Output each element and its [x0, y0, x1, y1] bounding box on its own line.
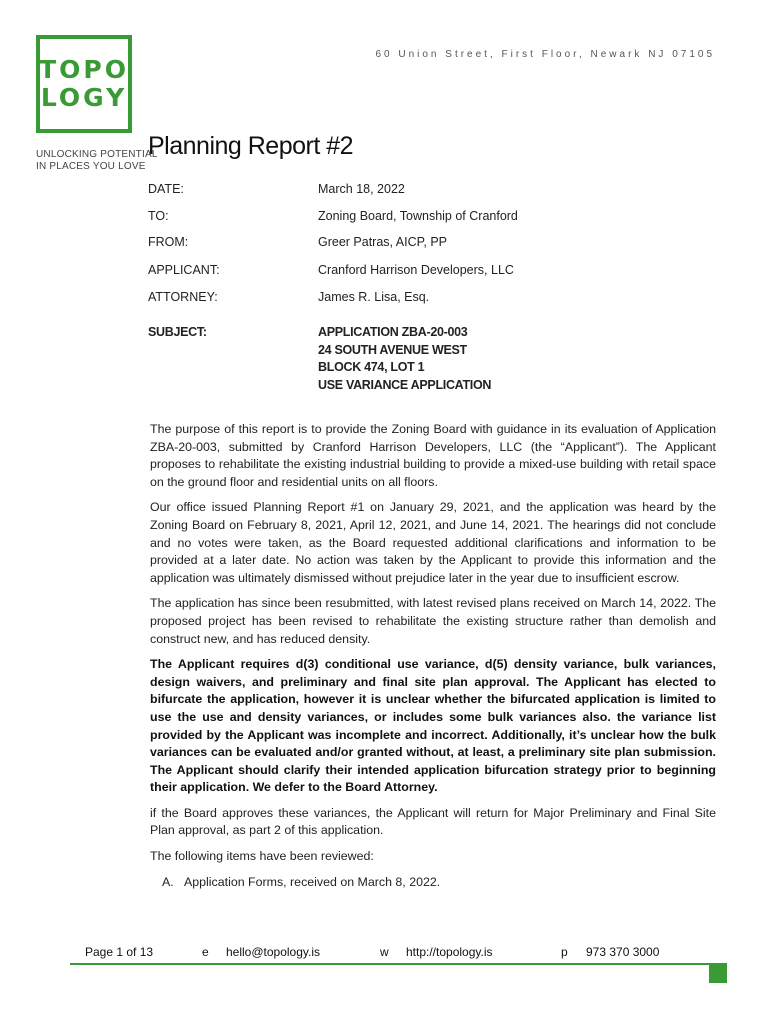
tagline-line-2: IN PLACES YOU LOVE	[36, 161, 146, 172]
to-label: TO:	[148, 209, 169, 223]
paragraph-purpose: The purpose of this report is to provide the Zoning Board with guidance in its evaluation of Application ZBA-20-003, submitted by Cranford Harrison Developers, LLC (the “Applicant”). The Applicant proposes to rehabilitate the existing industrial building to provide a mixed-use building with retail space on the ground floor and residential units on all floors.	[150, 422, 716, 489]
from-value: Greer Patras, AICP, PP	[318, 235, 447, 249]
report-body	[150, 421, 716, 891]
phone-label: p	[561, 945, 568, 959]
phone-number: 973 370 3000	[586, 945, 660, 959]
logo	[36, 35, 132, 133]
email-label: e	[202, 945, 209, 959]
applicant-value: Cranford Harrison Developers, LLC	[318, 263, 514, 277]
paragraph-site-plan: if the Board approves these variances, the Applicant will return for Major Preliminary and Final Site Plan approval, as part 2 of this application.	[150, 805, 716, 838]
attorney-value: James R. Lisa, Esq.	[318, 290, 430, 304]
logo-line-2: LOGY	[40, 83, 128, 112]
subject-label: SUBJECT:	[148, 325, 207, 339]
list-marker: A.	[162, 874, 174, 889]
tagline-line-1: UNLOCKING POTENTIAL	[36, 149, 158, 160]
date-value: March 18, 2022	[318, 182, 405, 196]
subject-line: BLOCK 474, LOT 1	[318, 360, 425, 374]
footer-divider	[70, 963, 727, 965]
web-link[interactable]: http://topology.is	[406, 945, 493, 959]
tagline	[36, 149, 158, 173]
office-address: 60 Union Street, First Floor, Newark NJ 07105	[375, 49, 715, 60]
paragraph-history: Our office issued Planning Report #1 on January 29, 2021, and the application was heard by the Zoning Board on February 8, 2021, April 12, 2021, and June 14, 2021. The hearings did not conclude and no votes were taken, as the Board requested additional clarifications and information to be provided at a later date. No action was taken by the Applicant to provide this information and the application was ultimately dismissed without prejudice later in the year due to insufficient escrow.	[150, 500, 716, 585]
paragraph-reviewed-intro: The following items have been reviewed:	[150, 849, 374, 864]
list-item-text: Application Forms, received on March 8, 2022.	[184, 874, 441, 889]
subject-line: 24 SOUTH AVENUE WEST	[318, 342, 467, 357]
subject-value	[318, 324, 491, 394]
web-label: w	[380, 945, 389, 959]
footer-accent-square	[709, 965, 727, 983]
applicant-label: APPLICANT:	[148, 263, 220, 277]
page-number: Page 1 of 13	[85, 945, 154, 959]
date-label: DATE:	[148, 182, 184, 196]
email-link[interactable]: hello@topology.is	[226, 945, 321, 959]
to-value: Zoning Board, Township of Cranford	[318, 209, 518, 223]
subject-line: APPLICATION ZBA-20-003	[318, 325, 468, 339]
logo-line-1: TOPO	[39, 55, 129, 84]
attorney-label: ATTORNEY:	[148, 290, 218, 304]
paragraph-resubmission: The application has since been resubmitted, with latest revised plans received on March 14, 2022. The proposed project has been revised to rehabilitate the existing structure rather than demolish and construct new, and has reduced density.	[150, 596, 716, 646]
page-title: Planning Report #2	[148, 132, 354, 160]
from-label: FROM:	[148, 235, 189, 249]
paragraph-variances: The Applicant requires d(3) conditional use variance, d(5) density variance, bulk variances, design waivers, and preliminary and final site plan approval. The Applicant has elected to bifurcate the application, however it is unclear whether the bifurcated application is limited to use the use and density variances, or includes some bulk variances also. the variance list provided by the Applicant was incomplete and incorrect. Additionally, it’s unclear how the bulk variances can be evaluated and/or granted without, at least, a preliminary site plan submission. The Applicant should clarify their intended application bifurcation strategy prior to beginning their application. We defer to the Board Attorney.	[150, 657, 716, 795]
subject-line: USE VARIANCE APPLICATION	[318, 377, 492, 392]
list-item	[162, 874, 716, 892]
